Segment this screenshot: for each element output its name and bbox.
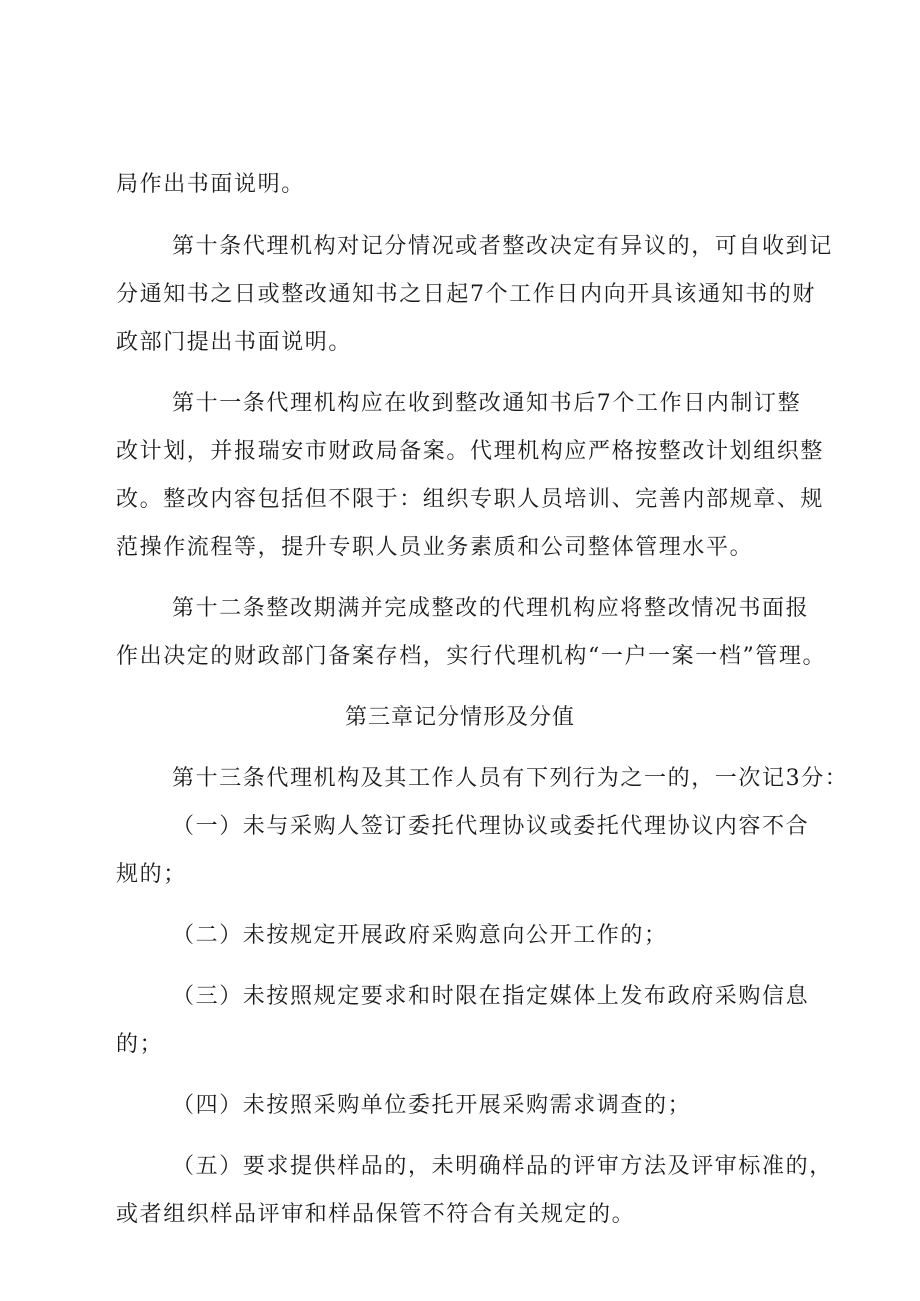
text-line: 范操作流程等，提升专职人员业务素质和公司整体管理水平。 bbox=[116, 535, 754, 560]
text-line: 的； bbox=[116, 1032, 164, 1057]
text-line: 第十一条代理机构应在收到整改通知书后7个工作日内制订整 bbox=[172, 391, 802, 416]
chapter-heading: 第三章记分情形及分值 bbox=[344, 705, 575, 730]
text-line: 第十二条整改期满并完成整改的代理机构应将整改情况书面报 bbox=[172, 596, 810, 621]
text-line: 第十条代理机构对记分情况或者整改决定有异议的，可自收到记 bbox=[172, 234, 833, 259]
text-line: 作出决定的财政部门备案存档，实行代理机构“一户一案一档”管理。 bbox=[116, 644, 827, 669]
list-item: （二）未按规定开展政府采购意向公开工作的； bbox=[172, 923, 668, 948]
text-line: 改。整改内容包括但不限于：组织专职人员培训、完善内部规章、规 bbox=[116, 487, 825, 512]
list-item: （一）未与采购人签订委托代理协议或委托代理协议内容不合 bbox=[172, 814, 810, 839]
text-line: 或者组织样品评审和样品保管不符合有关规定的。 bbox=[116, 1202, 636, 1227]
text-line: 政部门提出书面说明。 bbox=[116, 330, 353, 355]
list-item: （三）未按照规定要求和时限在指定媒体上发布政府采购信息 bbox=[172, 984, 810, 1009]
text-line: 改计划，并报瑞安市财政局备案。代理机构应严格按整改计划组织整 bbox=[116, 439, 825, 464]
text-line: 第十三条代理机构及其工作人员有下列行为之一的，一次记3分： bbox=[172, 766, 849, 791]
text-line: 分通知书之日或整改通知书之日起7个工作日内向开具该通知书的财 bbox=[116, 282, 816, 307]
text-line: 规的； bbox=[116, 862, 187, 887]
text-line: 局作出书面说明。 bbox=[116, 172, 305, 197]
list-item: （五）要求提供样品的，未明确样品的评审方法及评审标准的， bbox=[172, 1154, 833, 1179]
list-item: （四）未按照采购单位委托开展采购需求调查的； bbox=[172, 1093, 692, 1118]
